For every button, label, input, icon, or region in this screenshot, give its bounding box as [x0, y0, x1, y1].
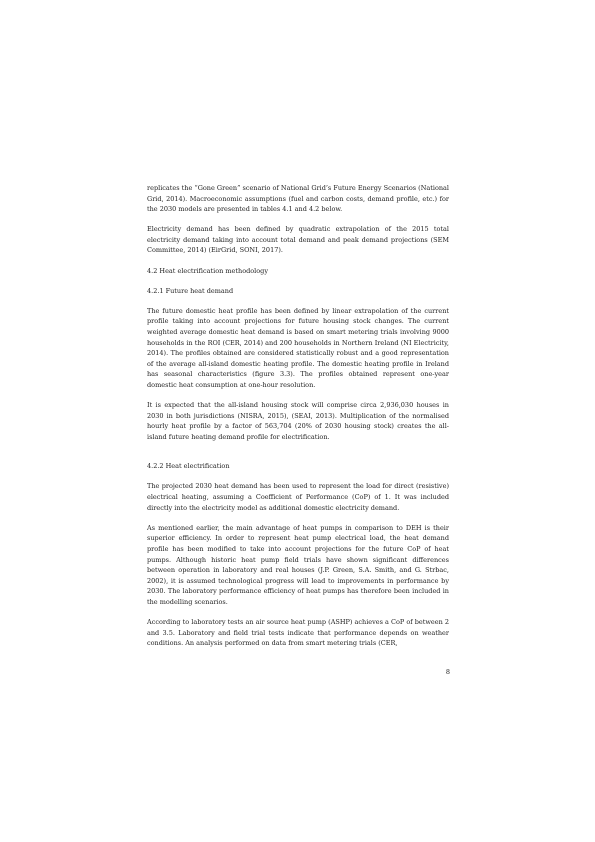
subsection-heading: 4.2.1 Future heat demand	[147, 286, 234, 295]
page-number: 8	[445, 668, 450, 676]
body-paragraph: The future domestic heat profile has been defined by linear extrapolation of the current profile taking into account projections for future housing stock changes. The current weighted average domestic heat demand is based on smart metering trials involving 9000 households in the ROI (CER, 2014) and 200 households in Northern Ireland (NI Electricity, 2014). The profiles obtained are considered statistically robust and a good representation of the average all-island domestic heating profile. The domestic heating profile in Ireland has seasonal characteristics (figure 3.3). The profiles obtained represent one-year domestic heat consumption at one-hour resolution.	[147, 306, 449, 389]
page-body	[147, 183, 449, 658]
body-paragraph: Electricity demand has been defined by quadratic extrapolation of the 2015 total electricity demand taking into account total demand and peak demand projections (SEM Committee, 2014) (EirGrid, SONI, 2017).	[147, 225, 449, 255]
section-heading: 4.2 Heat electrification methodology	[147, 266, 269, 275]
body-paragraph: It is expected that the all-island housing stock will comprise circa 2,936,030 houses in 2030 in both jurisdictions (NISRA, 2015), (SEAI, 2013). Multiplication of the normalised hourly heat profile by a factor of 563,704 (20% of 2030 housing stock) creates the all-island future heating demand profile for electrification.	[147, 401, 449, 441]
body-paragraph: According to laboratory tests an air source heat pump (ASHP) achieves a CoP of between 2 and 3.5. Laboratory and field trial tests indicate that performance depends on weather conditions. An analysis performed on data from smart metering trials (CER,	[147, 618, 449, 648]
body-paragraph: The projected 2030 heat demand has been used to represent the load for direct (resistive) electrical heating, assuming a Coefficient of Performance (CoP) of 1. It was included directly into the electricity model as additional domestic electricity demand.	[147, 482, 449, 512]
body-paragraph: As mentioned earlier, the main advantage of heat pumps in comparison to DEH is their superior efficiency. In order to represent heat pump electrical load, the heat demand profile has been modified to take into account projections for the future CoP of heat pumps. Although historic heat pump field trials have shown significant differences between operation in laboratory and real houses (J.P. Green, S.A. Smith, and G. Strbac, 2002), it is assumed technological progress will lead to improvements in performance by 2030. The laboratory performance efficiency of heat pumps has therefore been included in the modelling scenarios.	[147, 523, 449, 606]
subsection-heading: 4.2.2 Heat electrification	[147, 462, 230, 471]
body-paragraph: replicates the “Gone Green” scenario of National Grid’s Future Energy Scenarios (National Grid, 2014). Macroeconomic assumptions (fuel and carbon costs, demand profile, etc.) for the 2030 models are presented in tables 4.1 and 4.2 below.	[147, 184, 449, 214]
